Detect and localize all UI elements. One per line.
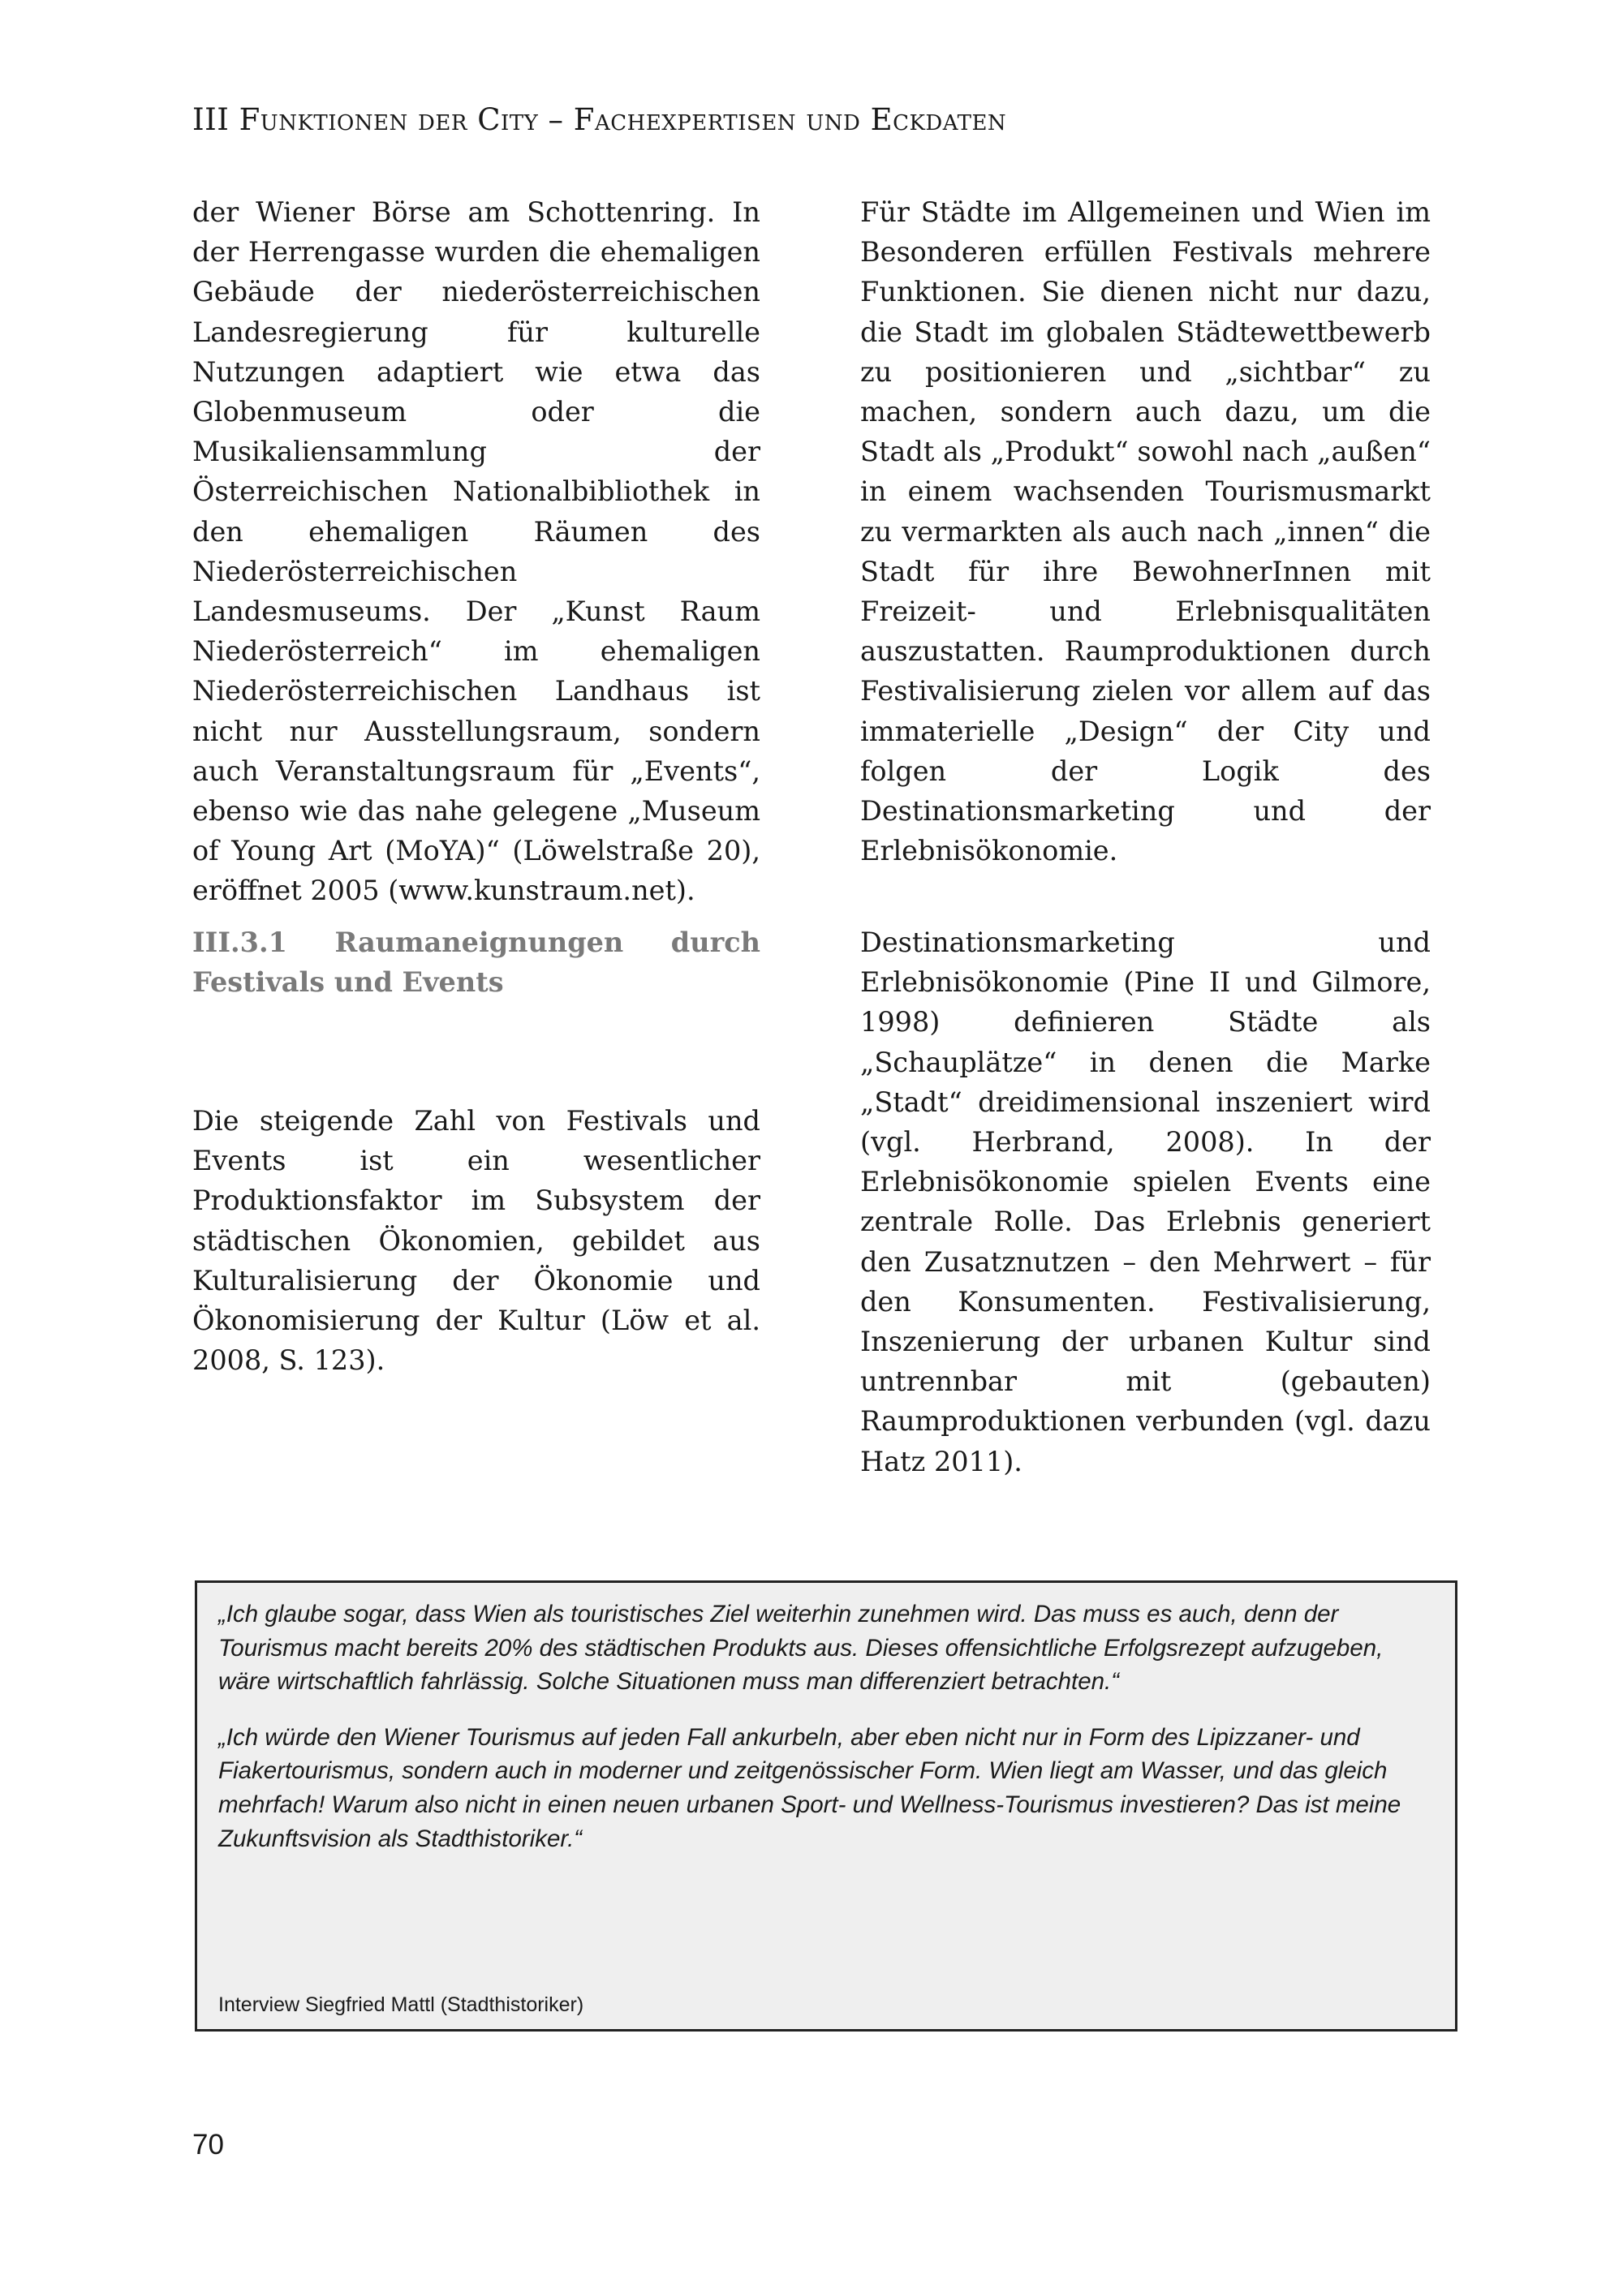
interview-quote: „Ich glaube sogar, dass Wien als touristisches Ziel weiterhin zunehmen wird. Das muss es auch, denn der Tourismus macht bereits 20% des städtischen Produkts aus. Dieses offensichtliche Erfolgsrezept aufzugeben, wäre wirtschaftlich fahrlässig. Solche Situationen muss man differenziert betrachten.“ (218, 1601, 1384, 1696)
interview-quote: „Ich würde den Wiener Tourismus auf jeden Fall ankurbeln, aber eben nicht nur in Form des Lipizzaner- und Fiakertourismus, sondern auch in moderner und zeitgenössischer Form. Wien liegt am Wasser, und das gleich mehrfach! Warum also nicht in einen neuen urbanen Sport- und Wellness-Tourismus investieren? Das ist meine Zukunftsvision als Stadthistoriker.“ (218, 1723, 1401, 1852)
body-column-left-top (192, 192, 760, 911)
body-column-left-bottom (192, 1101, 760, 1380)
paragraph: Für Städte im Allgemeinen und Wien im Besonderen erfüllen Festivals mehrere Funktionen. Sie dienen nicht nur dazu, die Stadt im globalen Städtewettbewerb zu positionieren und „sichtbar“ zu machen, sondern auch dazu, um die Stadt als „Produkt“ sowohl nach „außen“ in einem wachsenden Tourismusmarkt zu vermarkten als auch nach „innen“ die Stadt für ihre BewohnerInnen mit Freizeit- und Erlebnisqualitäten auszustatten. Raumproduktionen durch Festivalisierung zielen vor allem auf das immaterielle „Design“ der City und folgen der Logik des Destinationsmarketing und der Erlebnisökonomie. (860, 196, 1431, 867)
body-column-right-bottom (860, 922, 1431, 1481)
paragraph: der Wiener Börse am Schottenring. In der Herrengasse wurden die ehemaligen Gebäude der niederösterreichischen Landesregierung für kulturelle Nutzungen adaptiert wie etwa das Globenmuseum oder die Musikaliensammlung der Österreichischen Nationalbibliothek in den ehemaligen Räumen des Niederösterreichischen Landesmuseums. Der „Kunst Raum Niederösterreich“ im ehemaligen Niederösterreichischen Landhaus ist nicht nur Ausstellungsraum, sondern auch Veranstaltungsraum für „Events“, ebenso wie das nahe gelegene „Museum of Young Art (MoYA)“ (Löwelstraße 20), eröffnet 2005 (www.kunstraum.net). (192, 196, 760, 907)
paragraph: Die steigende Zahl von Festivals und Events ist ein wesentlicher Produktionsfaktor im Subsystem der städtischen Ökonomien, gebildet aus Kulturalisierung der Ökonomie und Ökonomisierung der Kultur (Löw et al. 2008, S. 123). (192, 1105, 760, 1377)
quote-attribution: Interview Siegfried Mattl (Stadthistoriker) (218, 1993, 584, 2016)
page-number: 70 (192, 2129, 224, 2161)
body-column-right-top (860, 192, 1431, 871)
interview-quote-box (195, 1580, 1457, 2032)
paragraph: Destinationsmarketing und Erlebnisökonomie (Pine II und Gilmore, 1998) definieren Städte als „Schauplätze“ in denen die Marke „Stadt“ dreidimensional inszeniert wird (vgl. Herbrand, 2008). In der Erlebnisökonomie spielen Events eine zentrale Rolle. Das Erlebnis generiert den Zusatznutzen – den Mehrwert – für den Konsumenten. Festivalisierung, Inszenierung der urbanen Kultur sind untrennbar mit (gebauten) Raumproduktionen verbunden (vgl. dazu Hatz 2011). (860, 927, 1431, 1477)
running-head: III Funktionen der City – Fachexpertisen und Eckdaten (192, 102, 1007, 137)
section-heading: III.3.1 Raumaneignungen durch Festivals und Events (192, 927, 760, 998)
